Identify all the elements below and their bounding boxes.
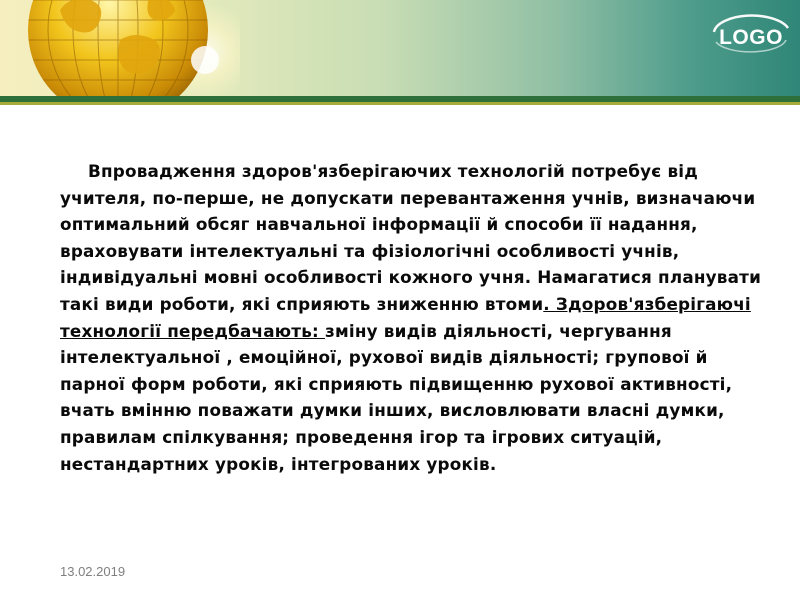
header-divider-accent xyxy=(0,102,800,105)
body-text-part1: Впровадження здоров'язберігаючих технологій потребує від учителя, по-перше, не допускати перевантаження учнів, визначаючи оптимальний обсяг навчальної інформації й способи її надання, враховувати інтелектуальні та фізіологічні особливості учнів, індивідуальні мовні особливості кожного учня. Намагатися планувати такі види роботи, які сприяють зниженню втоми xyxy=(60,161,762,314)
globe-icon xyxy=(0,0,240,96)
slide-header xyxy=(0,0,800,96)
logo-text: LOGO xyxy=(719,26,783,49)
body-text-part2: зміну видів діяльності, чергування інтелектуальної , емоційної, рухової видів діяльності; групової й парної форм роботи, які сприяють підвищенню рухової активності, вчать вмінню поважати думки інших, висловлювати власні думки, правилам спілкування; проведення ігор та ігрових ситуацій, нестандартних уроків, інтегрованих уроків. xyxy=(60,320,733,474)
slide-date: 13.02.2019 xyxy=(60,564,126,579)
body-text-underlined: . Здоров'язберігаючі технології передбачають: xyxy=(60,293,751,341)
slide-body-text xyxy=(60,158,772,477)
